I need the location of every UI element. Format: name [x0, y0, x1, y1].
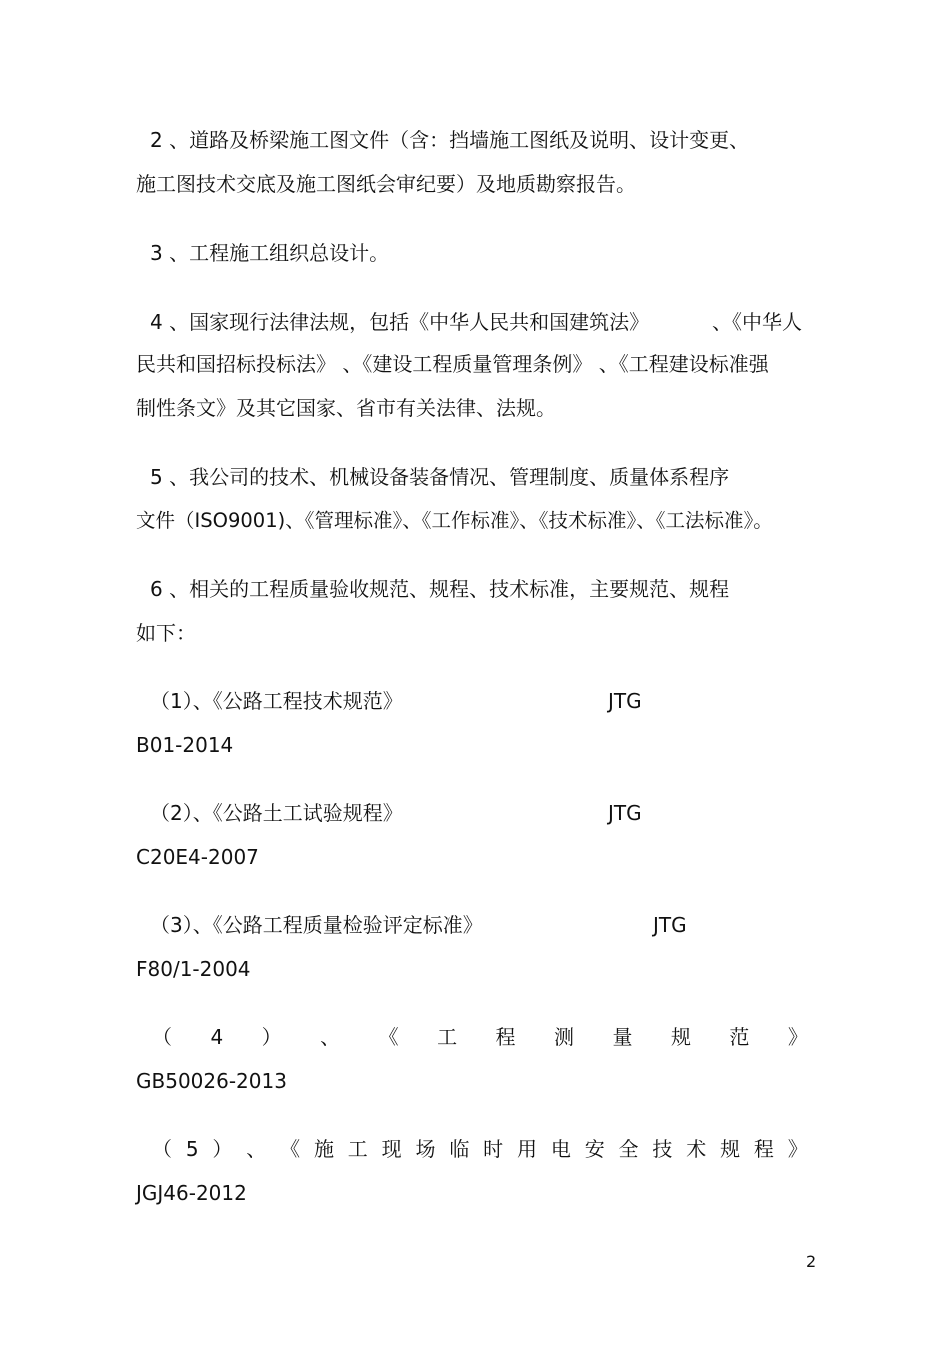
- standard-3-code-prefix: JTG: [653, 913, 687, 937]
- item-4-line-2: 民共和国招标投标法》 、《建设工程质量管理条例》 、《工程建设标准强: [136, 352, 769, 376]
- standard-1-title: （1）、《公路工程技术规范》: [150, 689, 403, 713]
- standard-3-code: F80/1-2004: [136, 957, 251, 981]
- item-4-line-1: 4 、国家现行法律法规，包括《中华人民共和国建筑法》: [150, 310, 650, 334]
- item-5-line-1: 5 、我公司的技术、机械设备装备情况、管理制度、质量体系程序: [150, 465, 730, 489]
- page-number: 2: [806, 1252, 817, 1271]
- standard-4-code: GB50026-2013: [136, 1069, 287, 1093]
- item-2-line-2: 施工图技术交底及施工图纸会审纪要）及地质勘察报告。: [136, 172, 636, 196]
- standard-5-title: （ 5 ） 、 《 施 工 现 场 临 时 用 电 安 全 技 术 规 程 》: [152, 1137, 808, 1161]
- standard-1-code-prefix: JTG: [608, 689, 642, 713]
- standard-2-code: C20E4-2007: [136, 845, 259, 869]
- item-4-line-1-tail: 、《中华人: [712, 310, 802, 334]
- standard-3-title: （3）、《公路工程质量检验评定标准》: [150, 913, 483, 937]
- item-6-line-1: 6 、相关的工程质量验收规范、规程、技术标准，主要规范、规程: [150, 577, 730, 601]
- standard-1-code: B01-2014: [136, 733, 234, 757]
- standard-5-code: JGJ46-2012: [136, 1181, 247, 1205]
- item-3-line-1: 3 、工程施工组织总设计。: [150, 241, 390, 265]
- standard-2-title: （2）、《公路土工试验规程》: [150, 801, 403, 825]
- item-5-line-2: 文件（ISO9001)、《管理标准》、《工作标准》、《技术标准》、《工法标准》。: [136, 509, 773, 532]
- item-2-line-1: 2 、道路及桥梁施工图文件（含：挡墙施工图纸及说明、设计变更、: [150, 128, 750, 152]
- standard-4-title: （ 4 ） 、 《 工 程 测 量 规 范 》: [152, 1025, 808, 1049]
- standard-2-code-prefix: JTG: [608, 801, 642, 825]
- item-4-line-3: 制性条文》及其它国家、省市有关法律、法规。: [136, 396, 556, 420]
- item-6-line-2: 如下：: [136, 621, 196, 645]
